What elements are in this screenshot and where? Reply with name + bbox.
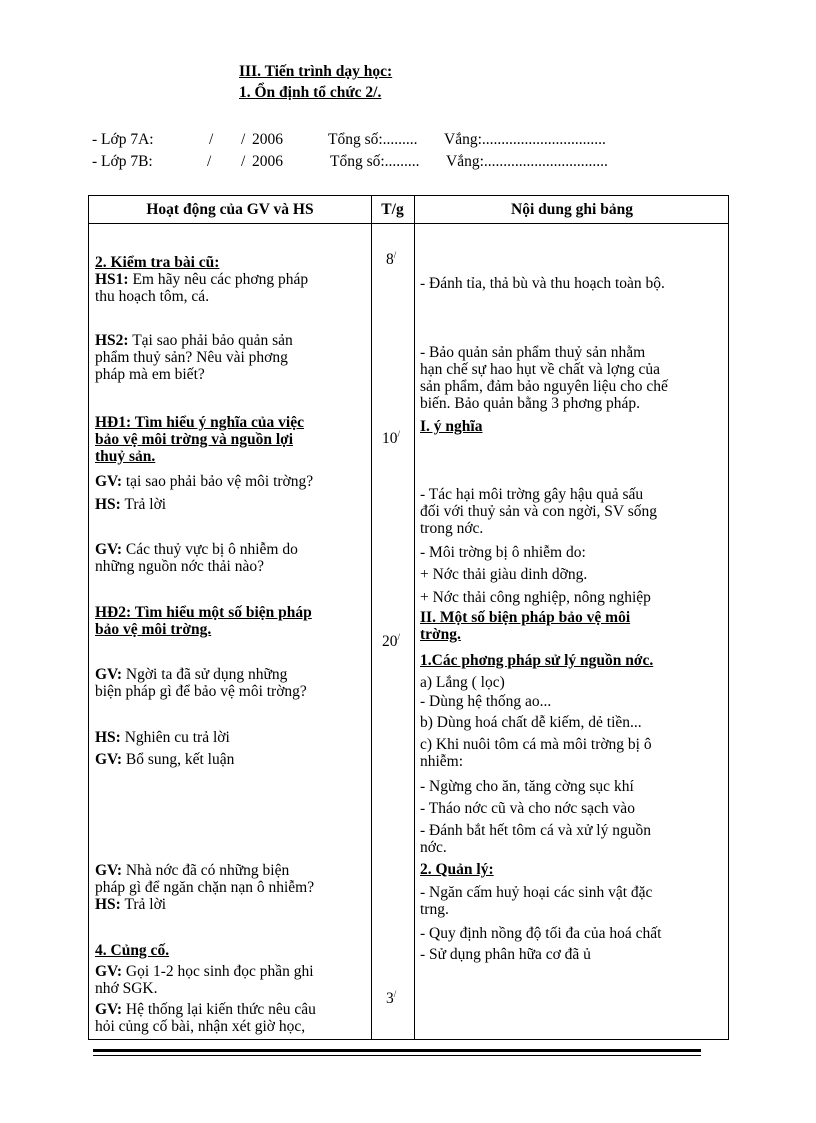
content-r8: II. Một số biện pháp bảo vệ môi trờng. xyxy=(420,609,631,643)
content-r20: - Sử dụng phân hữa cơ đã ủ xyxy=(420,946,591,963)
content-r17: 2. Quản lý: xyxy=(420,861,494,878)
consolidation-title: 4. Củng cố. xyxy=(95,942,170,959)
content-r6: + Nớc thải giàu dinh dỡng. xyxy=(420,566,588,583)
time-value: 3/ xyxy=(386,989,397,1008)
activity-gv1: GV: tại sao phải bảo vệ môi trờng? xyxy=(95,473,314,490)
header-divider xyxy=(89,223,728,224)
total-label: Tổng số:......... xyxy=(330,153,420,170)
content-r11: - Dùng hệ thống ao... xyxy=(420,693,552,710)
lesson-table xyxy=(88,195,729,1040)
column-divider xyxy=(414,196,415,1039)
column-divider xyxy=(371,196,372,1039)
content-r1: - Đánh tỉa, thả bù và thu hoạch toàn bộ. xyxy=(420,275,665,292)
date-slash: / xyxy=(207,153,212,170)
absent-label: Vắng:................................ xyxy=(446,153,608,170)
activity-hs2: HS2: Tại sao phải bảo quản sản phẩm thuỷ sản? Nêu vài phơng pháp mà em biết? xyxy=(95,332,293,383)
content-r13: c) Khi nuôi tôm cá mà môi trờng bị ô nhiễm: xyxy=(420,736,652,770)
class-label: - Lớp 7A: xyxy=(92,131,154,148)
content-r7: + Nớc thải công nghiệp, nông nghiệp xyxy=(420,589,651,606)
time-value: 20/ xyxy=(382,632,401,651)
content-r9: 1.Các phơng pháp sử lý nguồn nớc. xyxy=(420,652,654,669)
year: 2006 xyxy=(252,153,283,170)
absent-label: Vắng:................................ xyxy=(444,131,606,148)
activity-gv5: GV: Nhà nớc đã có những biện pháp gì để ngăn chặn nạn ô nhiễm? HS: Trả lời xyxy=(95,862,315,913)
date-slash: / xyxy=(241,131,246,148)
content-r5: - Môi trờng bị ô nhiễm do: xyxy=(420,544,586,561)
header-time: T/g xyxy=(381,201,404,218)
subsection-heading: 1. Ổn định tổ chức 2/. xyxy=(239,84,382,101)
time-value: 8/ xyxy=(386,250,397,269)
content-r4: - Tác hại môi trờng gây hậu quả sấu đối với thuỷ sản và con ngời, SV sống trong nớc. xyxy=(420,486,657,537)
header-content: Nội dung ghi bảng xyxy=(511,201,633,218)
content-r14: - Ngừng cho ăn, tăng cờng sục khí xyxy=(420,778,634,795)
content-r10: a) Lắng ( lọc) xyxy=(420,674,505,691)
activity-check-old: 2. Kiểm tra bài cũ: HS1: Em hãy nêu các phơng pháp thu hoạch tôm, cá. xyxy=(95,254,367,305)
section-heading: III. Tiến trình dạy học: xyxy=(239,63,393,80)
year: 2006 xyxy=(252,131,283,148)
content-r19: - Quy định nồng độ tối đa của hoá chất xyxy=(420,925,662,942)
hd2-title: HĐ2: Tìm hiểu một số biện pháp bảo vệ môi trờng. xyxy=(95,604,312,638)
activity-gv3: GV: Ngời ta đã sử dụng những biện pháp gì để bảo vệ môi trờng? xyxy=(95,666,307,700)
header-activity: Hoạt động của GV và HS xyxy=(146,201,314,218)
content-r12: b) Dùng hoá chất dễ kiếm, dẻ tiền... xyxy=(420,714,642,731)
activity-gv4: GV: Bổ sung, kết luận xyxy=(95,751,235,768)
activity-hs3: HS: Trả lời xyxy=(95,496,167,513)
date-slash: / xyxy=(241,153,246,170)
activity-consolidation: 4. Củng cố. GV: Gọi 1-2 học sinh đọc phần ghi nhớ SGK. GV: Hệ thống lại kiến thức nêu câu hỏi củng cố bài, nhận xét giờ học, xyxy=(95,942,367,1035)
content-r2: - Bảo quản sản phẩm thuỷ sản nhằm hạn chế sự hao hụt về chất và lợng của sản phẩm, đảm bảo nguyên liệu cho chế biến. Bảo quản bằng 3 phơng pháp. xyxy=(420,344,668,412)
check-title: 2. Kiểm tra bài cũ: xyxy=(95,254,220,271)
time-value: 10/ xyxy=(382,429,401,448)
activity-hs4: HS: Nghiên cu trả lời xyxy=(95,729,230,746)
content-r18: - Ngăn cấm huỷ hoại các sinh vật đặc trng. xyxy=(420,884,653,918)
class-label: - Lớp 7B: xyxy=(92,153,153,170)
footer-rule xyxy=(93,1055,701,1056)
hd1-title: HĐ1: Tìm hiểu ý nghĩa của việc bảo vệ môi trờng và nguồn lợi thuỷ sản. xyxy=(95,414,304,465)
content-r15: - Tháo nớc cũ và cho nớc sạch vào xyxy=(420,800,635,817)
content-r3: I. ý nghĩa xyxy=(420,418,483,435)
content-r16: - Đánh bắt hết tôm cá và xử lý nguồn nớc. xyxy=(420,822,651,856)
total-label: Tổng số:......... xyxy=(328,131,418,148)
footer-rule xyxy=(93,1049,701,1052)
activity-gv2: GV: Các thuỷ vực bị ô nhiễm do những nguồn nớc thải nào? xyxy=(95,541,298,575)
date-slash: / xyxy=(209,131,214,148)
